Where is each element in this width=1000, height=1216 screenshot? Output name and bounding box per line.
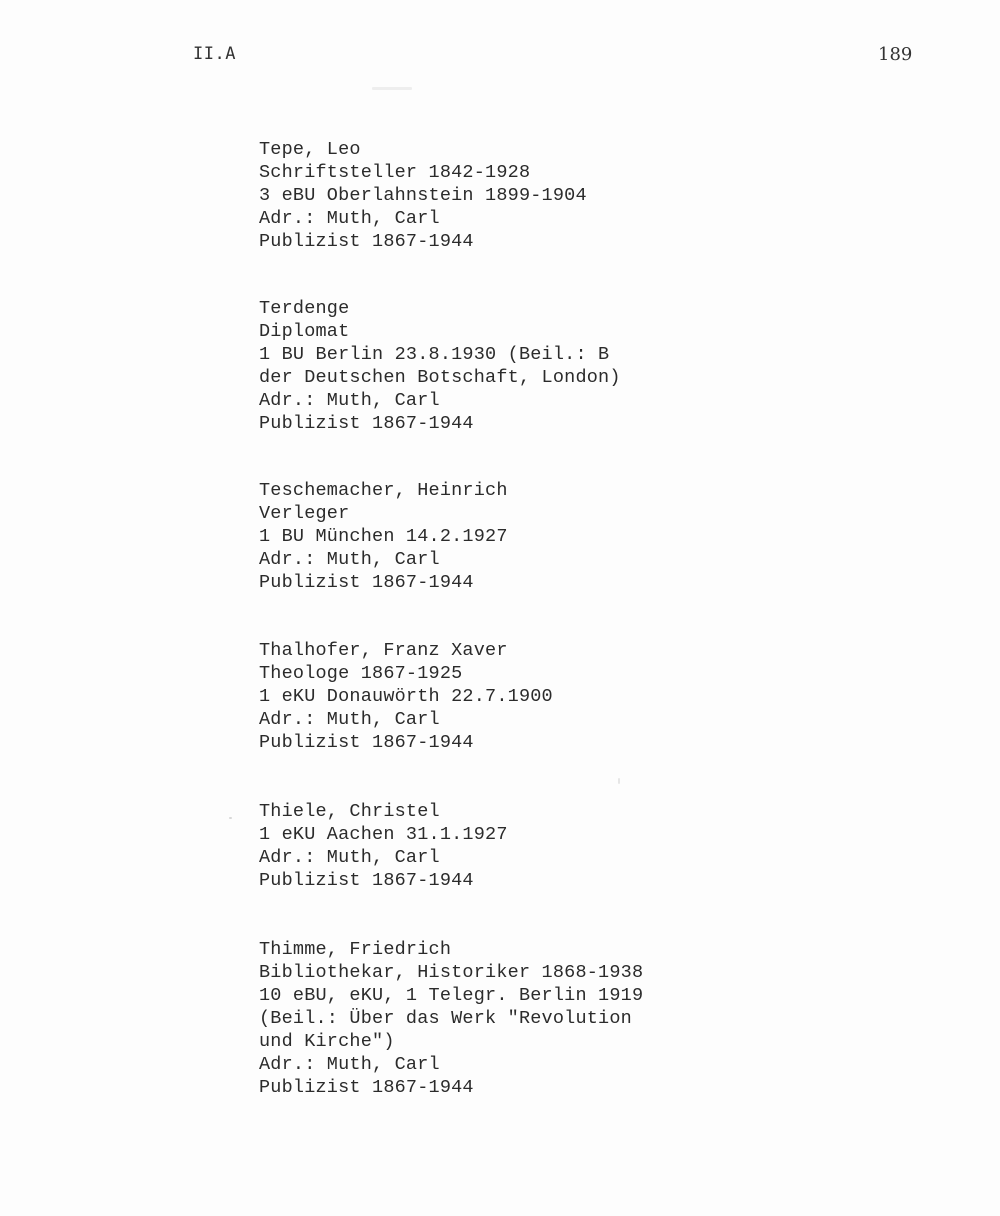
entry-holding-continued: (Beil.: Über das Werk "Revolution (259, 1008, 632, 1029)
entry-addressee: Adr.: Muth, Carl (259, 847, 440, 868)
entry-holding-continued: der Deutschen Botschaft, London) (259, 367, 621, 388)
entry-thimme (259, 938, 643, 1099)
page-number: 189 (878, 44, 913, 65)
page-header (0, 44, 1000, 74)
entry-holding: 1 eKU Aachen 31.1.1927 (259, 824, 508, 845)
entry-addressee-role: Publizist 1867-1944 (259, 572, 474, 593)
entry-addressee: Adr.: Muth, Carl (259, 390, 440, 411)
entry-profession: Theologe 1867-1925 (259, 663, 463, 684)
entry-addressee-role: Publizist 1867-1944 (259, 732, 474, 753)
entry-addressee-role: Publizist 1867-1944 (259, 1077, 474, 1098)
scan-speck (618, 778, 620, 784)
entry-holding: 10 eBU, eKU, 1 Telegr. Berlin 1919 (259, 985, 644, 1006)
entry-holding: 3 eBU Oberlahnstein 1899-1904 (259, 185, 587, 206)
entry-addressee: Adr.: Muth, Carl (259, 549, 440, 570)
entry-tepe (259, 138, 587, 253)
scan-speck (372, 87, 412, 90)
entry-holding: 1 BU München 14.2.1927 (259, 526, 508, 547)
entry-name: Terdenge (259, 298, 350, 319)
entry-name: Tepe, Leo (259, 139, 361, 160)
entry-holding: 1 eKU Donauwörth 22.7.1900 (259, 686, 553, 707)
section-label: II.A (193, 44, 236, 64)
entry-holding: 1 BU Berlin 23.8.1930 (Beil.: B (259, 344, 610, 365)
entry-profession: Bibliothekar, Historiker 1868-1938 (259, 962, 644, 983)
entry-addressee-role: Publizist 1867-1944 (259, 870, 474, 891)
entry-thalhofer (259, 639, 553, 754)
entry-holding-continued: und Kirche") (259, 1031, 395, 1052)
entry-addressee: Adr.: Muth, Carl (259, 1054, 440, 1075)
entry-addressee-role: Publizist 1867-1944 (259, 413, 474, 434)
entry-addressee-role: Publizist 1867-1944 (259, 231, 474, 252)
entry-profession: Schriftsteller 1842-1928 (259, 162, 531, 183)
entry-teschemacher (259, 479, 508, 594)
entry-name: Teschemacher, Heinrich (259, 480, 508, 501)
entry-profession: Verleger (259, 503, 350, 524)
entry-addressee: Adr.: Muth, Carl (259, 709, 440, 730)
entry-name: Thiele, Christel (259, 801, 440, 822)
entry-terdenge (259, 297, 621, 435)
entry-name: Thimme, Friedrich (259, 939, 452, 960)
scan-speck (229, 817, 232, 819)
entry-thiele (259, 800, 508, 892)
entry-addressee: Adr.: Muth, Carl (259, 208, 440, 229)
entry-name: Thalhofer, Franz Xaver (259, 640, 508, 661)
entry-profession: Diplomat (259, 321, 350, 342)
